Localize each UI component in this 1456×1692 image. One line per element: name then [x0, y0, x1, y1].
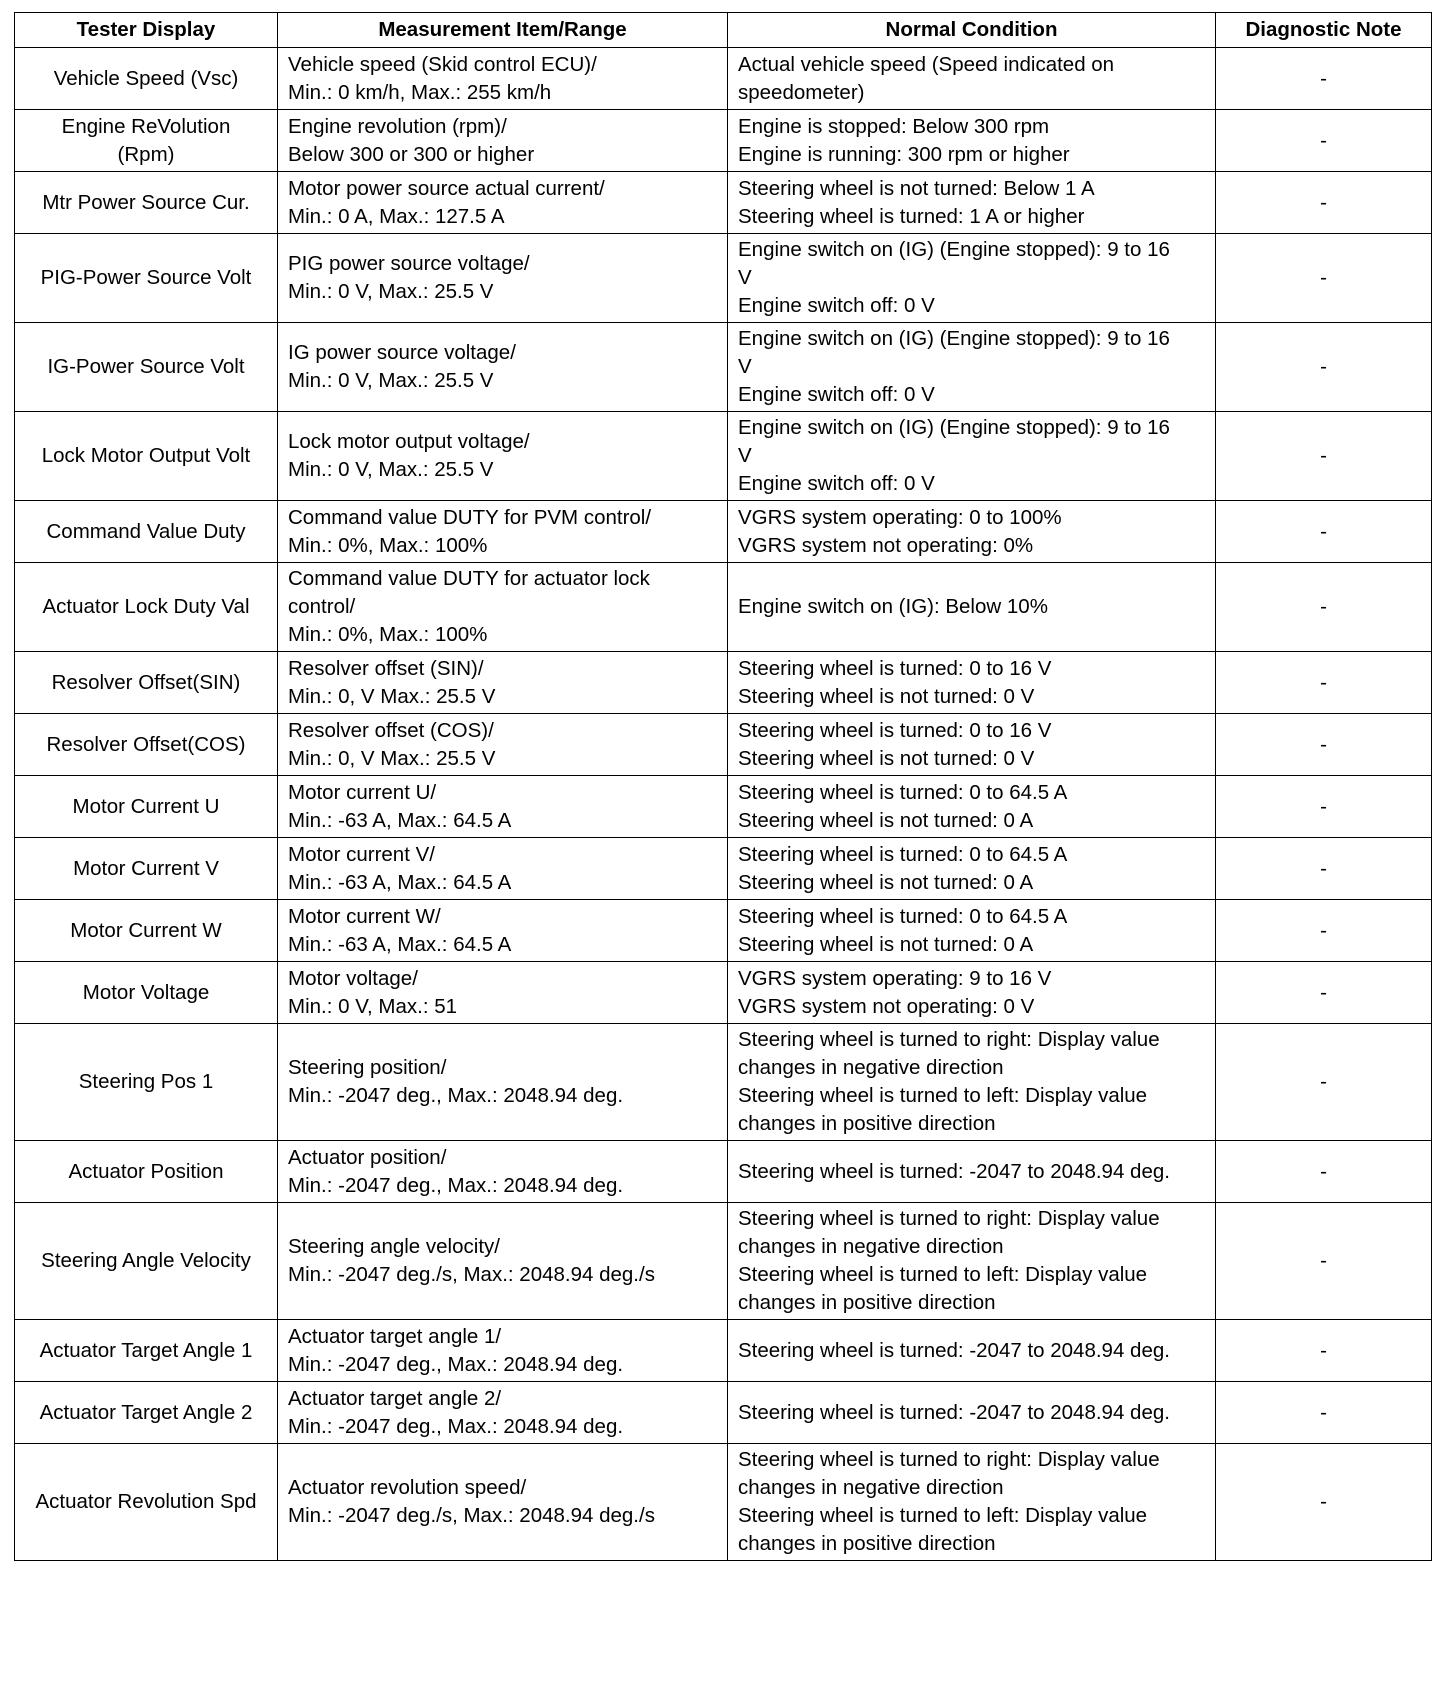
measurement-cell-line: Min.: -63 A, Max.: 64.5 A: [288, 932, 512, 956]
normal-condition-cell-line: Steering wheel is turned: -2047 to 2048.94 deg.: [738, 1338, 1170, 1362]
normal-condition-cell: [728, 1444, 1216, 1561]
tester-display-cell: [15, 1382, 278, 1444]
measurement-cell-line: Lock motor output voltage/: [288, 430, 530, 453]
tester-display-cell-line: Actuator Position: [68, 1159, 224, 1183]
tester-display-cell-line: Steering Angle Velocity: [41, 1249, 251, 1272]
measurement-cell-line: Min.: 0 km/h, Max.: 255 km/h: [288, 80, 552, 104]
table-row: [15, 776, 1432, 838]
table-row: [15, 563, 1432, 652]
measurement-cell-line: Actuator revolution speed/: [288, 1476, 527, 1499]
normal-condition-cell-line: VGRS system operating: 9 to 16 V: [738, 966, 1052, 990]
tester-display-cell-line: Engine ReVolution: [61, 114, 231, 138]
normal-condition-cell-line: Engine switch off: 0 V: [738, 472, 935, 495]
normal-condition-cell: [728, 563, 1216, 652]
normal-condition-cell-line: Steering wheel is turned to left: Display value: [738, 1504, 1148, 1527]
header-normal-condition: Normal Condition: [728, 13, 1216, 48]
tester-display-cell-line: Motor Current V: [73, 856, 219, 880]
normal-condition-cell-line: Steering wheel is turned to left: Display value: [738, 1263, 1148, 1286]
tester-display-cell: [15, 1141, 278, 1203]
measurement-cell: [278, 1320, 728, 1382]
table-row: [15, 1024, 1432, 1141]
normal-condition-cell-line: Steering wheel is turned: -2047 to 2048.94 deg.: [738, 1159, 1170, 1183]
tester-display-cell-line: Resolver Offset(COS): [46, 732, 246, 756]
normal-condition-cell-line: Steering wheel is turned to right: Display value: [738, 1207, 1160, 1230]
normal-condition-cell: [728, 1024, 1216, 1141]
normal-condition-cell-line: Engine switch on (IG) (Engine stopped): 9 to 16: [738, 327, 1170, 350]
normal-condition-cell-line: changes in positive direction: [738, 1532, 996, 1555]
measurement-cell-line: Min.: 0 V, Max.: 51: [288, 994, 458, 1018]
normal-condition-cell-line: Engine switch on (IG): Below 10%: [738, 595, 1048, 618]
diagnostic-note-cell: -: [1216, 48, 1432, 110]
measurement-cell: [278, 714, 728, 776]
normal-condition-cell-line: Steering wheel is turned: 0 to 16 V: [738, 718, 1052, 742]
header-diagnostic-note: Diagnostic Note: [1216, 13, 1432, 48]
tester-display-cell: [15, 652, 278, 714]
measurement-cell-line: Command value DUTY for actuator lock: [288, 567, 650, 590]
measurement-cell: [278, 1382, 728, 1444]
normal-condition-cell: [728, 172, 1216, 234]
measurement-cell: [278, 652, 728, 714]
normal-condition-cell-line: V: [738, 355, 752, 378]
diagnostic-note-cell: -: [1216, 501, 1432, 563]
table-row: [15, 838, 1432, 900]
table-row: [15, 652, 1432, 714]
diagnostic-note-cell: -: [1216, 1024, 1432, 1141]
normal-condition-cell: [728, 838, 1216, 900]
table-row: [15, 1382, 1432, 1444]
measurement-cell-line: Min.: 0, V Max.: 25.5 V: [288, 746, 496, 770]
measurement-cell-line: Motor voltage/: [288, 966, 418, 990]
measurement-cell: [278, 501, 728, 563]
normal-condition-cell-line: Actual vehicle speed (Speed indicated on: [738, 52, 1115, 76]
measurement-cell: [278, 563, 728, 652]
measurement-cell: [278, 962, 728, 1024]
normal-condition-cell-line: Steering wheel is turned: 0 to 64.5 A: [738, 780, 1068, 804]
measurement-cell-line: Steering position/: [288, 1056, 447, 1079]
normal-condition-cell: [728, 652, 1216, 714]
tester-display-cell: [15, 234, 278, 323]
tester-display-cell-line: Motor Current W: [70, 918, 222, 942]
measurement-cell: [278, 110, 728, 172]
normal-condition-cell: [728, 900, 1216, 962]
normal-condition-cell-line: changes in positive direction: [738, 1112, 996, 1135]
normal-condition-cell: [728, 234, 1216, 323]
measurement-cell-line: Min.: -2047 deg., Max.: 2048.94 deg.: [288, 1084, 624, 1107]
table-row: [15, 234, 1432, 323]
tester-display-cell: [15, 1320, 278, 1382]
normal-condition-cell-line: Engine switch off: 0 V: [738, 383, 935, 406]
measurement-cell-line: Vehicle speed (Skid control ECU)/: [288, 52, 597, 76]
measurement-cell: [278, 1141, 728, 1203]
measurement-cell: [278, 412, 728, 501]
normal-condition-cell: [728, 1141, 1216, 1203]
diagnostic-note-cell: -: [1216, 1444, 1432, 1561]
diagnostic-note-cell: -: [1216, 652, 1432, 714]
normal-condition-cell-line: Steering wheel is turned: 1 A or higher: [738, 204, 1085, 228]
header-row: [15, 13, 1432, 48]
normal-condition-cell-line: Steering wheel is not turned: 0 A: [738, 870, 1034, 894]
measurement-cell-line: Engine revolution (rpm)/: [288, 114, 507, 138]
measurement-cell-line: Min.: 0 V, Max.: 25.5 V: [288, 369, 494, 392]
tester-display-cell-line: Actuator Target Angle 2: [39, 1400, 253, 1424]
tester-display-cell-line: Command Value Duty: [46, 519, 246, 543]
measurement-cell-line: Min.: -2047 deg./s, Max.: 2048.94 deg./s: [288, 1504, 655, 1527]
tester-display-cell-line: PIG-Power Source Volt: [40, 266, 252, 289]
normal-condition-cell-line: Steering wheel is turned: 0 to 16 V: [738, 656, 1052, 680]
tester-display-cell: [15, 1203, 278, 1320]
normal-condition-cell-line: changes in positive direction: [738, 1291, 996, 1314]
measurement-cell-line: Min.: 0 V, Max.: 25.5 V: [288, 280, 494, 303]
normal-condition-cell-line: V: [738, 266, 752, 289]
table-row: [15, 1444, 1432, 1561]
table-row: [15, 900, 1432, 962]
normal-condition-cell-line: Engine is running: 300 rpm or higher: [738, 142, 1070, 166]
measurement-cell-line: Min.: 0%, Max.: 100%: [288, 623, 488, 646]
measurement-cell: [278, 900, 728, 962]
measurement-cell-line: Min.: 0 A, Max.: 127.5 A: [288, 204, 505, 228]
normal-condition-cell-line: Steering wheel is turned to right: Display value: [738, 1448, 1160, 1471]
measurement-cell: [278, 172, 728, 234]
tester-display-cell-line: Resolver Offset(SIN): [51, 670, 241, 694]
measurement-cell-line: Min.: -2047 deg./s, Max.: 2048.94 deg./s: [288, 1263, 655, 1286]
measurement-cell-line: Below 300 or 300 or higher: [288, 142, 535, 166]
header-tester-display: Tester Display: [15, 13, 278, 48]
normal-condition-cell-line: Engine switch on (IG) (Engine stopped): 9 to 16: [738, 416, 1170, 439]
normal-condition-cell: [728, 962, 1216, 1024]
measurement-cell-line: PIG power source voltage/: [288, 252, 530, 275]
measurement-cell: [278, 1024, 728, 1141]
tester-display-cell: [15, 110, 278, 172]
normal-condition-cell-line: Engine is stopped: Below 300 rpm: [738, 114, 1050, 138]
diagnostic-note-cell: -: [1216, 776, 1432, 838]
tester-display-cell-line: Actuator Revolution Spd: [35, 1490, 257, 1513]
normal-condition-cell-line: Steering wheel is turned to right: Display value: [738, 1028, 1160, 1051]
diagnostic-note-cell: -: [1216, 563, 1432, 652]
tester-display-cell: [15, 776, 278, 838]
diagnostic-note-cell: -: [1216, 962, 1432, 1024]
table-row: [15, 1320, 1432, 1382]
data-table: [14, 12, 1432, 1561]
table-header: [15, 13, 1432, 48]
measurement-cell: [278, 323, 728, 412]
measurement-cell-line: control/: [288, 595, 356, 618]
tester-display-cell: [15, 900, 278, 962]
tester-display-cell: [15, 412, 278, 501]
table-row: [15, 1203, 1432, 1320]
tester-display-cell-line: Actuator Target Angle 1: [39, 1338, 253, 1362]
normal-condition-cell-line: V: [738, 444, 752, 467]
table-row: [15, 110, 1432, 172]
tester-display-cell-line: (Rpm): [117, 142, 175, 166]
measurement-cell-line: Actuator position/: [288, 1145, 447, 1169]
normal-condition-cell-line: Steering wheel is turned: -2047 to 2048.94 deg.: [738, 1400, 1170, 1424]
table-row: [15, 962, 1432, 1024]
table-body: [15, 48, 1432, 1561]
measurement-cell-line: Min.: 0%, Max.: 100%: [288, 533, 488, 557]
tester-display-cell: [15, 1024, 278, 1141]
measurement-cell-line: Min.: 0 V, Max.: 25.5 V: [288, 458, 494, 481]
measurement-cell: [278, 1444, 728, 1561]
measurement-cell: [278, 48, 728, 110]
tester-display-cell: [15, 1444, 278, 1561]
tester-display-cell: [15, 962, 278, 1024]
diagnostic-note-cell: -: [1216, 1320, 1432, 1382]
measurement-cell: [278, 234, 728, 323]
measurement-cell-line: Min.: -2047 deg., Max.: 2048.94 deg.: [288, 1414, 624, 1438]
measurement-cell: [278, 776, 728, 838]
normal-condition-cell: [728, 501, 1216, 563]
measurement-cell-line: Command value DUTY for PVM control/: [288, 505, 652, 529]
tester-display-cell: [15, 48, 278, 110]
measurement-cell: [278, 1203, 728, 1320]
tester-display-cell: [15, 501, 278, 563]
table-row: [15, 48, 1432, 110]
measurement-cell: [278, 838, 728, 900]
normal-condition-cell-line: Steering wheel is not turned: 0 A: [738, 808, 1034, 832]
measurement-cell-line: Min.: -63 A, Max.: 64.5 A: [288, 808, 512, 832]
measurement-cell-line: Actuator target angle 2/: [288, 1386, 502, 1410]
normal-condition-cell: [728, 1382, 1216, 1444]
table-row: [15, 172, 1432, 234]
normal-condition-cell-line: speedometer): [738, 80, 865, 104]
measurement-cell-line: Motor current W/: [288, 904, 441, 928]
tester-display-cell: [15, 714, 278, 776]
diagnostic-note-cell: -: [1216, 110, 1432, 172]
normal-condition-cell: [728, 323, 1216, 412]
table-row: [15, 323, 1432, 412]
diagnostic-note-cell: -: [1216, 234, 1432, 323]
tester-display-cell: [15, 323, 278, 412]
diagnostic-note-cell: -: [1216, 714, 1432, 776]
tester-display-cell-line: Vehicle Speed (Vsc): [53, 66, 239, 90]
normal-condition-cell: [728, 1320, 1216, 1382]
table-row: [15, 412, 1432, 501]
diagnostic-note-cell: -: [1216, 172, 1432, 234]
tester-display-cell-line: Mtr Power Source Cur.: [42, 190, 250, 214]
measurement-cell-line: Steering angle velocity/: [288, 1235, 500, 1258]
measurement-cell-line: Motor current U/: [288, 780, 437, 804]
normal-condition-cell-line: Steering wheel is not turned: Below 1 A: [738, 176, 1095, 200]
normal-condition-cell-line: Steering wheel is not turned: 0 A: [738, 932, 1034, 956]
normal-condition-cell: [728, 776, 1216, 838]
table-row: [15, 1141, 1432, 1203]
normal-condition-cell-line: VGRS system not operating: 0 V: [738, 994, 1035, 1018]
measurement-cell-line: Resolver offset (COS)/: [288, 718, 494, 742]
normal-condition-cell: [728, 1203, 1216, 1320]
table-row: [15, 501, 1432, 563]
measurement-cell-line: IG power source voltage/: [288, 341, 516, 364]
normal-condition-cell-line: VGRS system operating: 0 to 100%: [738, 505, 1062, 529]
normal-condition-cell-line: Steering wheel is not turned: 0 V: [738, 684, 1035, 708]
diagnostic-note-cell: -: [1216, 412, 1432, 501]
tester-display-cell-line: Lock Motor Output Volt: [41, 444, 251, 467]
tester-display-cell: [15, 838, 278, 900]
header-measurement-item: Measurement Item/Range: [278, 13, 728, 48]
diagnostic-note-cell: -: [1216, 323, 1432, 412]
normal-condition-cell-line: Steering wheel is turned to left: Display value: [738, 1084, 1148, 1107]
measurement-cell-line: Actuator target angle 1/: [288, 1324, 502, 1348]
tester-display-cell-line: Actuator Lock Duty Val: [42, 595, 250, 618]
tester-display-cell-line: Motor Voltage: [82, 980, 210, 1004]
normal-condition-cell-line: VGRS system not operating: 0%: [738, 533, 1034, 557]
diagnostic-note-cell: -: [1216, 1382, 1432, 1444]
measurement-cell-line: Motor power source actual current/: [288, 176, 605, 200]
normal-condition-cell: [728, 714, 1216, 776]
diagnostic-note-cell: -: [1216, 900, 1432, 962]
normal-condition-cell-line: Engine switch on (IG) (Engine stopped): 9 to 16: [738, 238, 1170, 261]
diagnostic-note-cell: -: [1216, 1203, 1432, 1320]
tester-display-cell: [15, 563, 278, 652]
normal-condition-cell-line: Steering wheel is turned: 0 to 64.5 A: [738, 842, 1068, 866]
normal-condition-cell-line: Engine switch off: 0 V: [738, 294, 935, 317]
tester-display-cell-line: IG-Power Source Volt: [47, 355, 245, 378]
normal-condition-cell-line: Steering wheel is not turned: 0 V: [738, 746, 1035, 770]
diagnostic-note-cell: -: [1216, 1141, 1432, 1203]
normal-condition-cell: [728, 110, 1216, 172]
tester-display-cell-line: Motor Current U: [72, 794, 220, 818]
measurement-cell-line: Min.: 0, V Max.: 25.5 V: [288, 684, 496, 708]
measurement-cell-line: Min.: -2047 deg., Max.: 2048.94 deg.: [288, 1352, 624, 1376]
measurement-cell-line: Min.: -63 A, Max.: 64.5 A: [288, 870, 512, 894]
normal-condition-cell: [728, 412, 1216, 501]
tester-display-cell-line: Steering Pos 1: [78, 1070, 214, 1093]
tester-display-cell: [15, 172, 278, 234]
measurement-cell-line: Resolver offset (SIN)/: [288, 656, 484, 680]
normal-condition-cell-line: changes in negative direction: [738, 1056, 1004, 1079]
measurement-cell-line: Min.: -2047 deg., Max.: 2048.94 deg.: [288, 1173, 624, 1197]
normal-condition-cell-line: changes in negative direction: [738, 1476, 1004, 1499]
table-row: [15, 714, 1432, 776]
measurement-cell-line: Motor current V/: [288, 842, 435, 866]
normal-condition-cell-line: Steering wheel is turned: 0 to 64.5 A: [738, 904, 1068, 928]
normal-condition-cell: [728, 48, 1216, 110]
normal-condition-cell-line: changes in negative direction: [738, 1235, 1004, 1258]
diagnostic-note-cell: -: [1216, 838, 1432, 900]
